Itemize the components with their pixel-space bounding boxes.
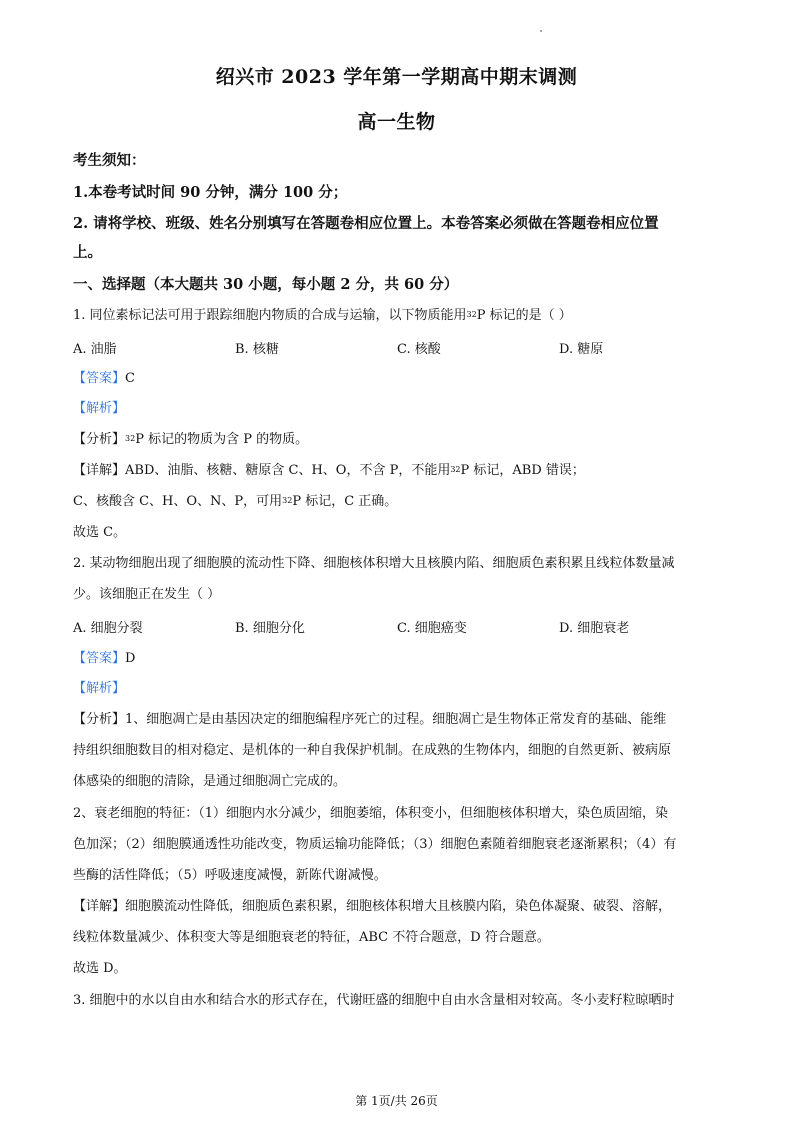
question-1-stem: 1. 同位素标记法可用于跟踪细胞内物质的合成与运输，以下物质能用$^{32}$P 标记的是（ ） xyxy=(73,308,572,323)
question-1-fenxi: 【分析】$^{32}$P 标记的物质为含 P 的物质。 xyxy=(73,432,309,447)
option-a: A. 细胞分裂 xyxy=(73,621,143,636)
notice-heading: 考生须知： xyxy=(73,152,146,169)
page-number: 第 1页/共 26页 xyxy=(355,1094,438,1108)
question-2-fenxi-1: 【分析】1、细胞凋亡是由基因决定的细胞编程序死亡的过程。细胞凋亡是生物体正常发育的基础、能维 xyxy=(73,712,667,727)
exam-subject: 高一生物 xyxy=(357,111,436,133)
question-2-fenxi-4: 2、衰老细胞的特征：（1）细胞内水分减少，细胞萎缩，体积变小，但细胞核体积增大，染色质固缩，染 xyxy=(73,806,669,821)
question-1-analysis-tag: 【解析】 xyxy=(73,401,126,416)
notice-item-1: 1.本卷考试时间 90 分钟，满分 100 分； xyxy=(73,184,348,201)
notice-item-2-cont: 上。 xyxy=(73,244,102,261)
question-2-options xyxy=(73,617,723,635)
question-2-fenxi-2: 持组织细胞数目的相对稳定、是机体的一种自我保护机制。在成熟的生物体内，细胞的自然更新、被病原 xyxy=(73,743,672,758)
option-d: D. 细胞衰老 xyxy=(559,621,630,636)
scan-dot xyxy=(540,30,542,32)
question-2-analysis-tag: 【解析】 xyxy=(73,681,126,696)
question-2-xiangjie-1: 【详解】细胞膜流动性降低，细胞质色素积累，细胞核体积增大且核膜内陷，染色体凝聚、破裂、溶解， xyxy=(73,899,672,914)
option-d: D. 糖原 xyxy=(559,342,604,357)
question-2-fenxi-5: 色加深；（2）细胞膜通透性功能改变，物质运输功能降低；（3）细胞色素随着细胞衰老逐渐累积；（4）有 xyxy=(73,837,677,852)
question-2-fenxi-3: 体感染的细胞的清除，是通过细胞凋亡完成的。 xyxy=(73,774,347,789)
question-2-conclusion: 故选 D。 xyxy=(73,961,127,976)
question-3-stem: 3. 细胞中的水以自由水和结合水的形式存在，代谢旺盛的细胞中自由水含量相对较高。冬小麦籽粒晾晒时 xyxy=(73,993,675,1008)
section-title: 一、选择题（本大题共 30 小题，每小题 2 分，共 60 分） xyxy=(73,276,459,293)
option-c: C. 核酸 xyxy=(397,342,441,357)
question-1-xiangjie-1: 【详解】ABD、油脂、核糖、糖原含 C、H、O，不含 P，不能用$^{32}$P 标记，ABD 错误； xyxy=(73,463,585,478)
question-2-fenxi-6: 些酶的活性降低；（5）呼吸速度减慢，新陈代谢减慢。 xyxy=(73,868,387,883)
question-2-answer: 【答案】D xyxy=(73,651,136,666)
option-c: C. 细胞癌变 xyxy=(397,621,467,636)
question-1-conclusion: 故选 C。 xyxy=(73,525,127,540)
question-2-stem-cont: 少。该细胞正在发生（ ） xyxy=(73,587,221,602)
option-a: A. 油脂 xyxy=(73,342,117,357)
option-b: B. 细胞分化 xyxy=(235,621,305,636)
question-2-stem: 2. 某动物细胞出现了细胞膜的流动性下降、细胞核体积增大且核膜内陷、细胞质色素积累且线粒体数量减 xyxy=(73,556,675,571)
question-1-xiangjie-2: C、核酸含 C、H、O、N、P，可用$^{32}$P 标记，C 正确。 xyxy=(73,494,398,509)
exam-title: 绍兴市 2023 学年第一学期高中期末调测 xyxy=(215,66,578,88)
question-1-options xyxy=(73,338,723,356)
question-2-xiangjie-2: 线粒体数量减少、体积变大等是细胞衰老的特征，ABC 不符合题意，D 符合题意。 xyxy=(73,930,550,945)
question-1-answer: 【答案】C xyxy=(73,371,135,386)
notice-item-2: 2. 请将学校、班级、姓名分别填写在答题卷相应位置上。本卷答案必须做在答题卷相应位置 xyxy=(73,215,659,232)
option-b: B. 核糖 xyxy=(235,342,279,357)
